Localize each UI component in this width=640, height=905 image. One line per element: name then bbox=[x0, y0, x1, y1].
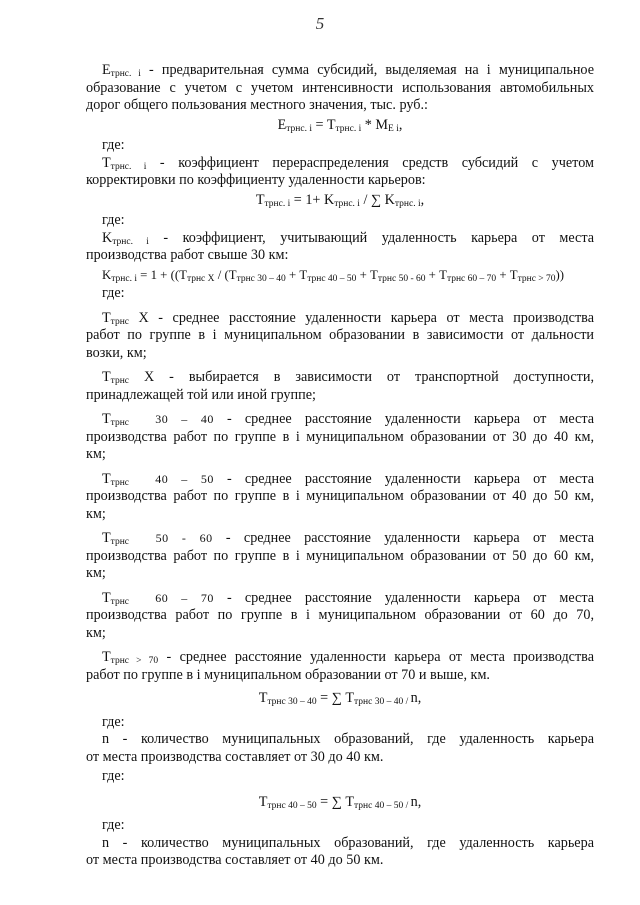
paragraph-t-60-70: $T_{трнс}$ 60 – 70 - среднее расстояние удаленности карьера от места производства работ по группе в i муниципальном образовании от 60 до 70, км; bbox=[86, 589, 594, 641]
paragraph-e-definition: $E_{трнс. i}$ - предварительная сумма субсидий, выделяемая на i муниципальное образование с учетом с учетом интенсивности использования автомобильных дорог общего пользования местного значения, тыс. руб.: bbox=[86, 62, 594, 113]
paragraph-t-over-70: $T_{трнс > 70}$ - среднее расстояние удаленности карьера от места производства работ по группе в i муниципальном образовании от 70 и выше, км. bbox=[86, 649, 594, 683]
paragraph-k-definition: $K_{трнс. i}$ - коэффициент, учитывающий удаленность карьера от места производства работ свыше 30 км: bbox=[86, 229, 594, 263]
label-gde: где: bbox=[102, 768, 125, 784]
formula-e: $E_{трнс. i} = T_{трнс. i} * M_{E i}$, bbox=[277, 116, 403, 134]
label-gde: где: bbox=[102, 713, 125, 730]
label-gde: где: bbox=[102, 285, 125, 301]
paragraph-n-30-40: n - количество муниципальных образований, где удаленность карьера от места производства составляет от 30 до 40 км. bbox=[86, 731, 594, 765]
formula-t: $T_{трнс. i} = 1+ K_{трнс. i}$ / ∑ $K_{трнс. i}$, bbox=[255, 191, 425, 209]
label-gde: где: bbox=[102, 212, 125, 228]
page-number: 5 bbox=[315, 14, 325, 33]
document-body bbox=[86, 62, 594, 870]
formula-t-30-40: $T_{трнс 30 - 40}$ = ∑ $T_{трнс 30 - 40 /}$ n, bbox=[258, 690, 422, 707]
paragraph-t-50-60: $T_{трнс}$ 50 - 60 - среднее расстояние удаленности карьера от места производства работ по группе в i муниципальном образовании от 50 до 60 км, км; bbox=[86, 530, 594, 581]
paragraph-tx-definition: $T_{трнс}$ X - среднее расстояние удаленности карьера от места производства работ по группе в i муниципальном образовании в зависимости от дальности возки, км; bbox=[86, 309, 594, 361]
paragraph-n-40-50: n - количество муниципальных образований, где удаленность карьера от места производства составляет от 40 до 50 км. bbox=[86, 834, 594, 868]
formula-t-40-50: $T_{трнс 40 - 50}$ = ∑ $T_{трнс 40 - 50 /}$ n, bbox=[258, 793, 422, 811]
paragraph-t-definition: $T_{трнс. i}$ - коэффициент перераспределения средств субсидий с учетом корректировки по коэффициенту удаленности карьеров: bbox=[86, 154, 594, 188]
formula-k: $K_{трнс. i} = 1 + ((T_{трнс X} / (T_{трнс 30 - 40} + T_{трнс 40 - 50} + T_{трнс 50 - 60} + T_{трнс 60 - 70} + T_{трнс > 70}))$ bbox=[102, 267, 565, 284]
label-gde: где: bbox=[102, 817, 125, 833]
paragraph-t-30-40: $T_{трнс}$ 30 – 40 - среднее расстояние удаленности карьера от места производства работ по группе в i муниципальном образовании от 30 до 40 км, км; bbox=[86, 411, 594, 462]
label-gde: где: bbox=[102, 137, 125, 153]
paragraph-tx-selection: $T_{трнс}$ X - выбирается в зависимости от транспортной доступности, принадлежащей той или иной группе; bbox=[86, 369, 594, 403]
paragraph-t-40-50: $T_{трнс}$ 40 – 50 - среднее расстояние удаленности карьера от места производства работ по группе в i муниципальном образовании от 40 до 50 км, км; bbox=[86, 470, 594, 522]
